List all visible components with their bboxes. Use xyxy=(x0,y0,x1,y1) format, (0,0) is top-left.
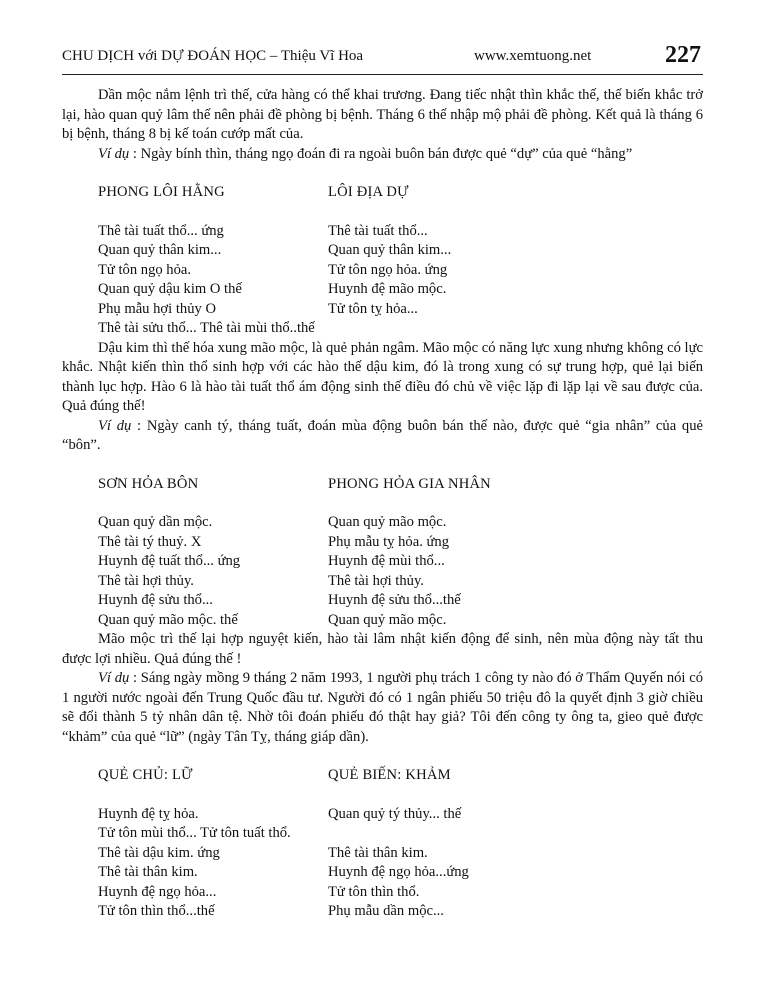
table-row xyxy=(98,883,703,903)
table-header xyxy=(98,766,703,786)
table-row xyxy=(98,863,703,883)
line-left: Huynh đệ tuất thổ... ứng xyxy=(98,553,241,569)
line-right: Thê tài tuất thổ... xyxy=(328,222,428,239)
hexagram-table-1 xyxy=(98,183,703,339)
example-text: : Ngày bính thìn, tháng ngọ đoán đi ra ngoài buôn bán được quẻ “dự” của quẻ “hằng” xyxy=(129,145,633,162)
hexagram-main-name: QUẺ CHỦ: LỮ xyxy=(98,767,193,783)
website-url: www.xemtuong.net xyxy=(474,48,592,64)
table-row xyxy=(98,844,703,864)
line-left: Thê tài thân kim. xyxy=(98,864,198,880)
line-left: Quan quỷ thân kim... xyxy=(98,242,222,258)
line-left: Huynh đệ sửu thổ... xyxy=(98,592,213,608)
table-row xyxy=(98,902,703,922)
line-right: Huynh đệ ngọ hỏa...ứng xyxy=(328,864,469,880)
line-right: Tử tôn ngọ hỏa. ứng xyxy=(328,261,448,278)
line-left: Thê tài tuất thổ... ứng xyxy=(98,222,224,239)
line-right: Quan quỷ tý thủy... thế xyxy=(328,805,462,822)
table-header xyxy=(98,475,703,495)
line-left: Thê tài sửu thổ... Thê tài mùi thổ..thế xyxy=(98,320,315,336)
line-left: Huynh đệ ngọ hỏa... xyxy=(98,883,217,900)
hexagram-changed-name: LÔI ĐỊA DỰ xyxy=(328,184,409,200)
book-title: CHU DỊCH với DỰ ĐOÁN HỌC – Thiệu Vĩ Hoa xyxy=(62,48,364,64)
hexagram-changed-name: QUẺ BIẾN: KHẢM xyxy=(328,767,451,783)
table-row xyxy=(98,319,703,339)
page-body xyxy=(62,86,703,922)
line-left: Thê tài tý thuỷ. X xyxy=(98,533,202,550)
table-row xyxy=(98,572,703,592)
line-left: Huynh đệ tỵ hỏa. xyxy=(98,805,199,822)
line-right: Huynh đệ mùi thổ... xyxy=(328,553,445,569)
table-row xyxy=(98,824,703,844)
line-right: Huynh đệ sửu thổ...thế xyxy=(328,592,461,608)
line-left: Tử tôn ngọ hỏa. xyxy=(98,261,192,278)
example-label: Ví dụ xyxy=(98,417,132,434)
line-left: Tử tôn mùi thổ... Tử tôn tuất thổ. xyxy=(98,825,291,841)
hexagram-table-2 xyxy=(98,475,703,631)
line-right: Thê tài hợi thủy. xyxy=(328,572,424,589)
table-row xyxy=(98,611,703,631)
line-right: Phụ mẫu dần mộc... xyxy=(328,903,444,919)
line-right: Quan quỷ thân kim... xyxy=(328,242,452,258)
page-number: 227 xyxy=(665,42,701,68)
page-header xyxy=(62,44,703,75)
table-row xyxy=(98,552,703,572)
line-right: Tử tôn tỵ hỏa... xyxy=(328,300,418,317)
line-right: Tử tôn thìn thổ. xyxy=(328,883,420,900)
example-text: : Sáng ngày mồng 9 tháng 2 năm 1993, 1 người phụ trách 1 công ty nào đó ở Thẩm Quyến nói có 1 người nước ngoài đến Trung Quốc đầu tư. Người đó có 1 ngân phiếu 50 triệu đô la quyết định 3 giờ chiều sẽ đổi thành 5 tỷ nhân dân tệ. Nhờ tôi đoán phiếu đó thật hay giả? Tôi đến công ty ông ta, gieo quẻ được “khảm” của quẻ “lữ” (ngày Tân Tỵ, tháng giáp dần). xyxy=(62,670,703,745)
table-row xyxy=(98,513,703,533)
line-right: Quan quỷ mão mộc. xyxy=(328,611,447,628)
paragraph-1: Dần mộc nắm lệnh trì thế, cửa hàng có thể khai trương. Đang tiếc nhật thìn khắc thế, thế biến khắc trở lại, hào quan quỷ lâm thế nên phải đề phòng bị bệnh. Tháng 6 thế nhập mộ phải đề phòng. Kết quả là tháng 6 bị bệnh, tháng 8 bị kế toán cướp mất của. xyxy=(62,87,703,142)
hexagram-main-name: SƠN HỎA BÔN xyxy=(98,475,199,492)
line-left: Thê tài dậu kim. ứng xyxy=(98,844,220,861)
table-row xyxy=(98,280,703,300)
table-row xyxy=(98,300,703,320)
line-right: Phụ mẫu tỵ hỏa. ứng xyxy=(328,533,450,550)
line-left: Thê tài hợi thủy. xyxy=(98,572,194,589)
line-right: Huynh đệ mão mộc. xyxy=(328,281,447,297)
line-left: Quan quỷ dậu kim O thế xyxy=(98,281,242,297)
table-row xyxy=(98,222,703,242)
example-label: Ví dụ xyxy=(98,145,130,162)
line-left: Phụ mẫu hợi thủy O xyxy=(98,300,216,317)
paragraph-2: Dậu kim thì thế hóa xung mão mộc, là quẻ phản ngâm. Mão mộc có năng lực xung nhưng không có lực khắc. Nhật kiến thìn thổ sinh hợp với các hào thế dậu kim, đó là trong xung có sự trung hợp, quẻ lại biến thành lục hợp. Hào 6 là hào tài tuất thổ ám động sinh thế điều đó chủ về việc lặp đi lặp lại về sau được của. Quả đúng thế! xyxy=(62,339,703,414)
line-right: Quan quỷ mão mộc. xyxy=(328,514,447,530)
table-row xyxy=(98,591,703,611)
example-3 xyxy=(62,669,703,747)
table-row xyxy=(98,241,703,261)
hexagram-main-name: PHONG LÔI HẰNG xyxy=(98,184,225,200)
example-1 xyxy=(62,145,703,165)
line-right: Thê tài thân kim. xyxy=(328,844,428,861)
table-header xyxy=(98,183,703,203)
hexagram-changed-name: PHONG HỎA GIA NHÂN xyxy=(328,475,491,492)
table-row xyxy=(98,261,703,281)
example-label: Ví dụ xyxy=(98,670,130,686)
hexagram-table-3 xyxy=(98,766,703,922)
line-left: Tử tôn thìn thổ...thế xyxy=(98,903,215,919)
table-row xyxy=(98,533,703,553)
paragraph-3: Mão mộc trì thế lại hợp nguyệt kiến, hào tài lâm nhật kiến động để sinh, nên mùa động này tất thu được lợi nhiều. Quả đúng thế ! xyxy=(62,631,703,667)
table-row xyxy=(98,805,703,825)
line-left: Quan quỷ mão mộc. thế xyxy=(98,611,238,628)
example-2 xyxy=(62,417,703,456)
example-text: : Ngày canh tý, tháng tuất, đoán mùa động buôn bán thế nào, được quẻ “gia nhân” của quẻ “bôn”. xyxy=(62,417,703,453)
line-left: Quan quỷ dần mộc. xyxy=(98,514,213,530)
